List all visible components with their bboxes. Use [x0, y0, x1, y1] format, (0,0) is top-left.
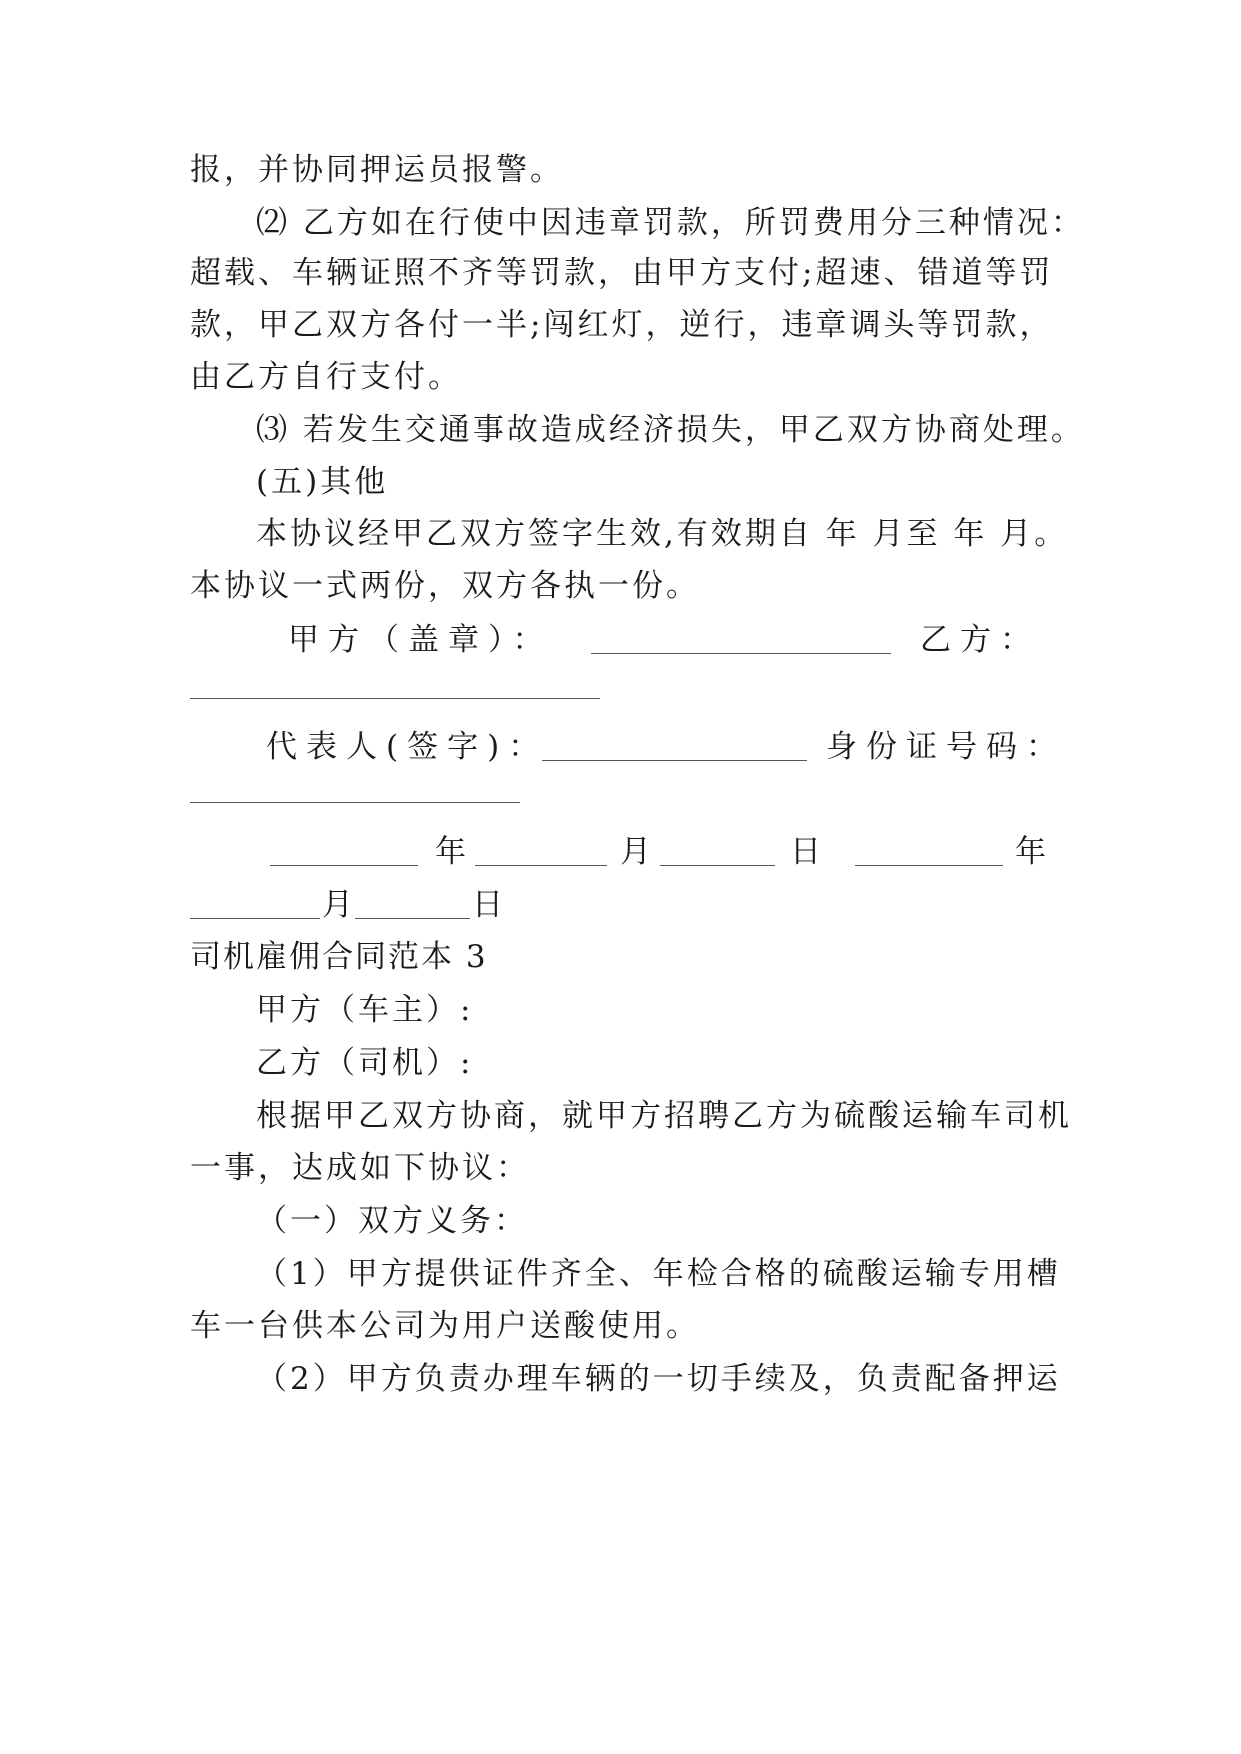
date-a-year-blank [270, 836, 418, 876]
paragraph-line: 本协议经甲乙双方签字生效,有效期自 年 月至 年 月。 [256, 516, 1069, 552]
paragraph-line: （2）甲方负责办理车辆的一切手续及，负责配备押运 [256, 1361, 1061, 1397]
party-a-label: 甲方（盖章）： [288, 622, 553, 658]
representative-blank [542, 731, 807, 771]
date-a-day-label: 日 [790, 834, 824, 870]
date-a-month-blank [475, 836, 607, 876]
section-heading: （一）双方义务： [256, 1203, 528, 1239]
paragraph-line: ⑶ 若发生交通事故造成经济损失，甲乙双方协商处理。 [256, 412, 1085, 448]
party-a-blank [591, 624, 891, 664]
id-number-label: 身份证号码： [826, 729, 1066, 765]
date-row [270, 832, 1050, 872]
party-b-line: 乙方（司机）: [256, 1045, 474, 1081]
signature-row-representative [266, 727, 1076, 767]
date-a-year-label: 年 [435, 834, 469, 870]
signature-row-party [288, 620, 1078, 660]
contract-heading: 司机雇佣合同范本 3 [190, 939, 488, 975]
date-b-month-label: 月 [322, 887, 356, 923]
paragraph-line: 由乙方自行支付。 [190, 359, 462, 395]
date-a-day-blank [660, 836, 775, 876]
representative-label: 代表人(签字)： [266, 729, 549, 765]
paragraph-line: ⑵ 乙方如在行使中因违章罚款，所罚费用分三种情况： [256, 205, 1085, 241]
party-b-blank [190, 698, 600, 699]
date-a-month-label: 月 [620, 834, 654, 870]
date-row-continued [190, 885, 590, 925]
date-b-year-label: 年 [1015, 834, 1049, 870]
date-b-day-label: 日 [472, 887, 506, 923]
paragraph-line: 本协议一式两份，双方各执一份。 [190, 568, 700, 604]
paragraph-line: 一事，达成如下协议： [190, 1150, 530, 1186]
date-b-month-blank [190, 889, 320, 929]
paragraph-line: 超载、车辆证照不齐等罚款，由甲方支付;超速、错道等罚 [190, 255, 1054, 291]
section-heading: (五)其他 [256, 464, 389, 500]
paragraph-line: 款，甲乙双方各付一半;闯红灯，逆行，违章调头等罚款， [190, 307, 1054, 343]
paragraph-line: 根据甲乙双方协商，就甲方招聘乙方为硫酸运输车司机 [256, 1098, 1072, 1134]
paragraph-line: 车一台供本公司为用户送酸使用。 [190, 1308, 700, 1344]
date-b-year-blank [855, 836, 1003, 876]
paragraph-line: （1）甲方提供证件齐全、年检合格的硫酸运输专用槽 [256, 1256, 1061, 1292]
id-number-blank [190, 802, 520, 803]
date-b-day-blank [355, 889, 470, 929]
party-a-line: 甲方（车主）: [256, 992, 474, 1028]
paragraph-line: 报，并协同押运员报警。 [190, 152, 564, 188]
party-b-label: 乙方： [920, 622, 1040, 658]
